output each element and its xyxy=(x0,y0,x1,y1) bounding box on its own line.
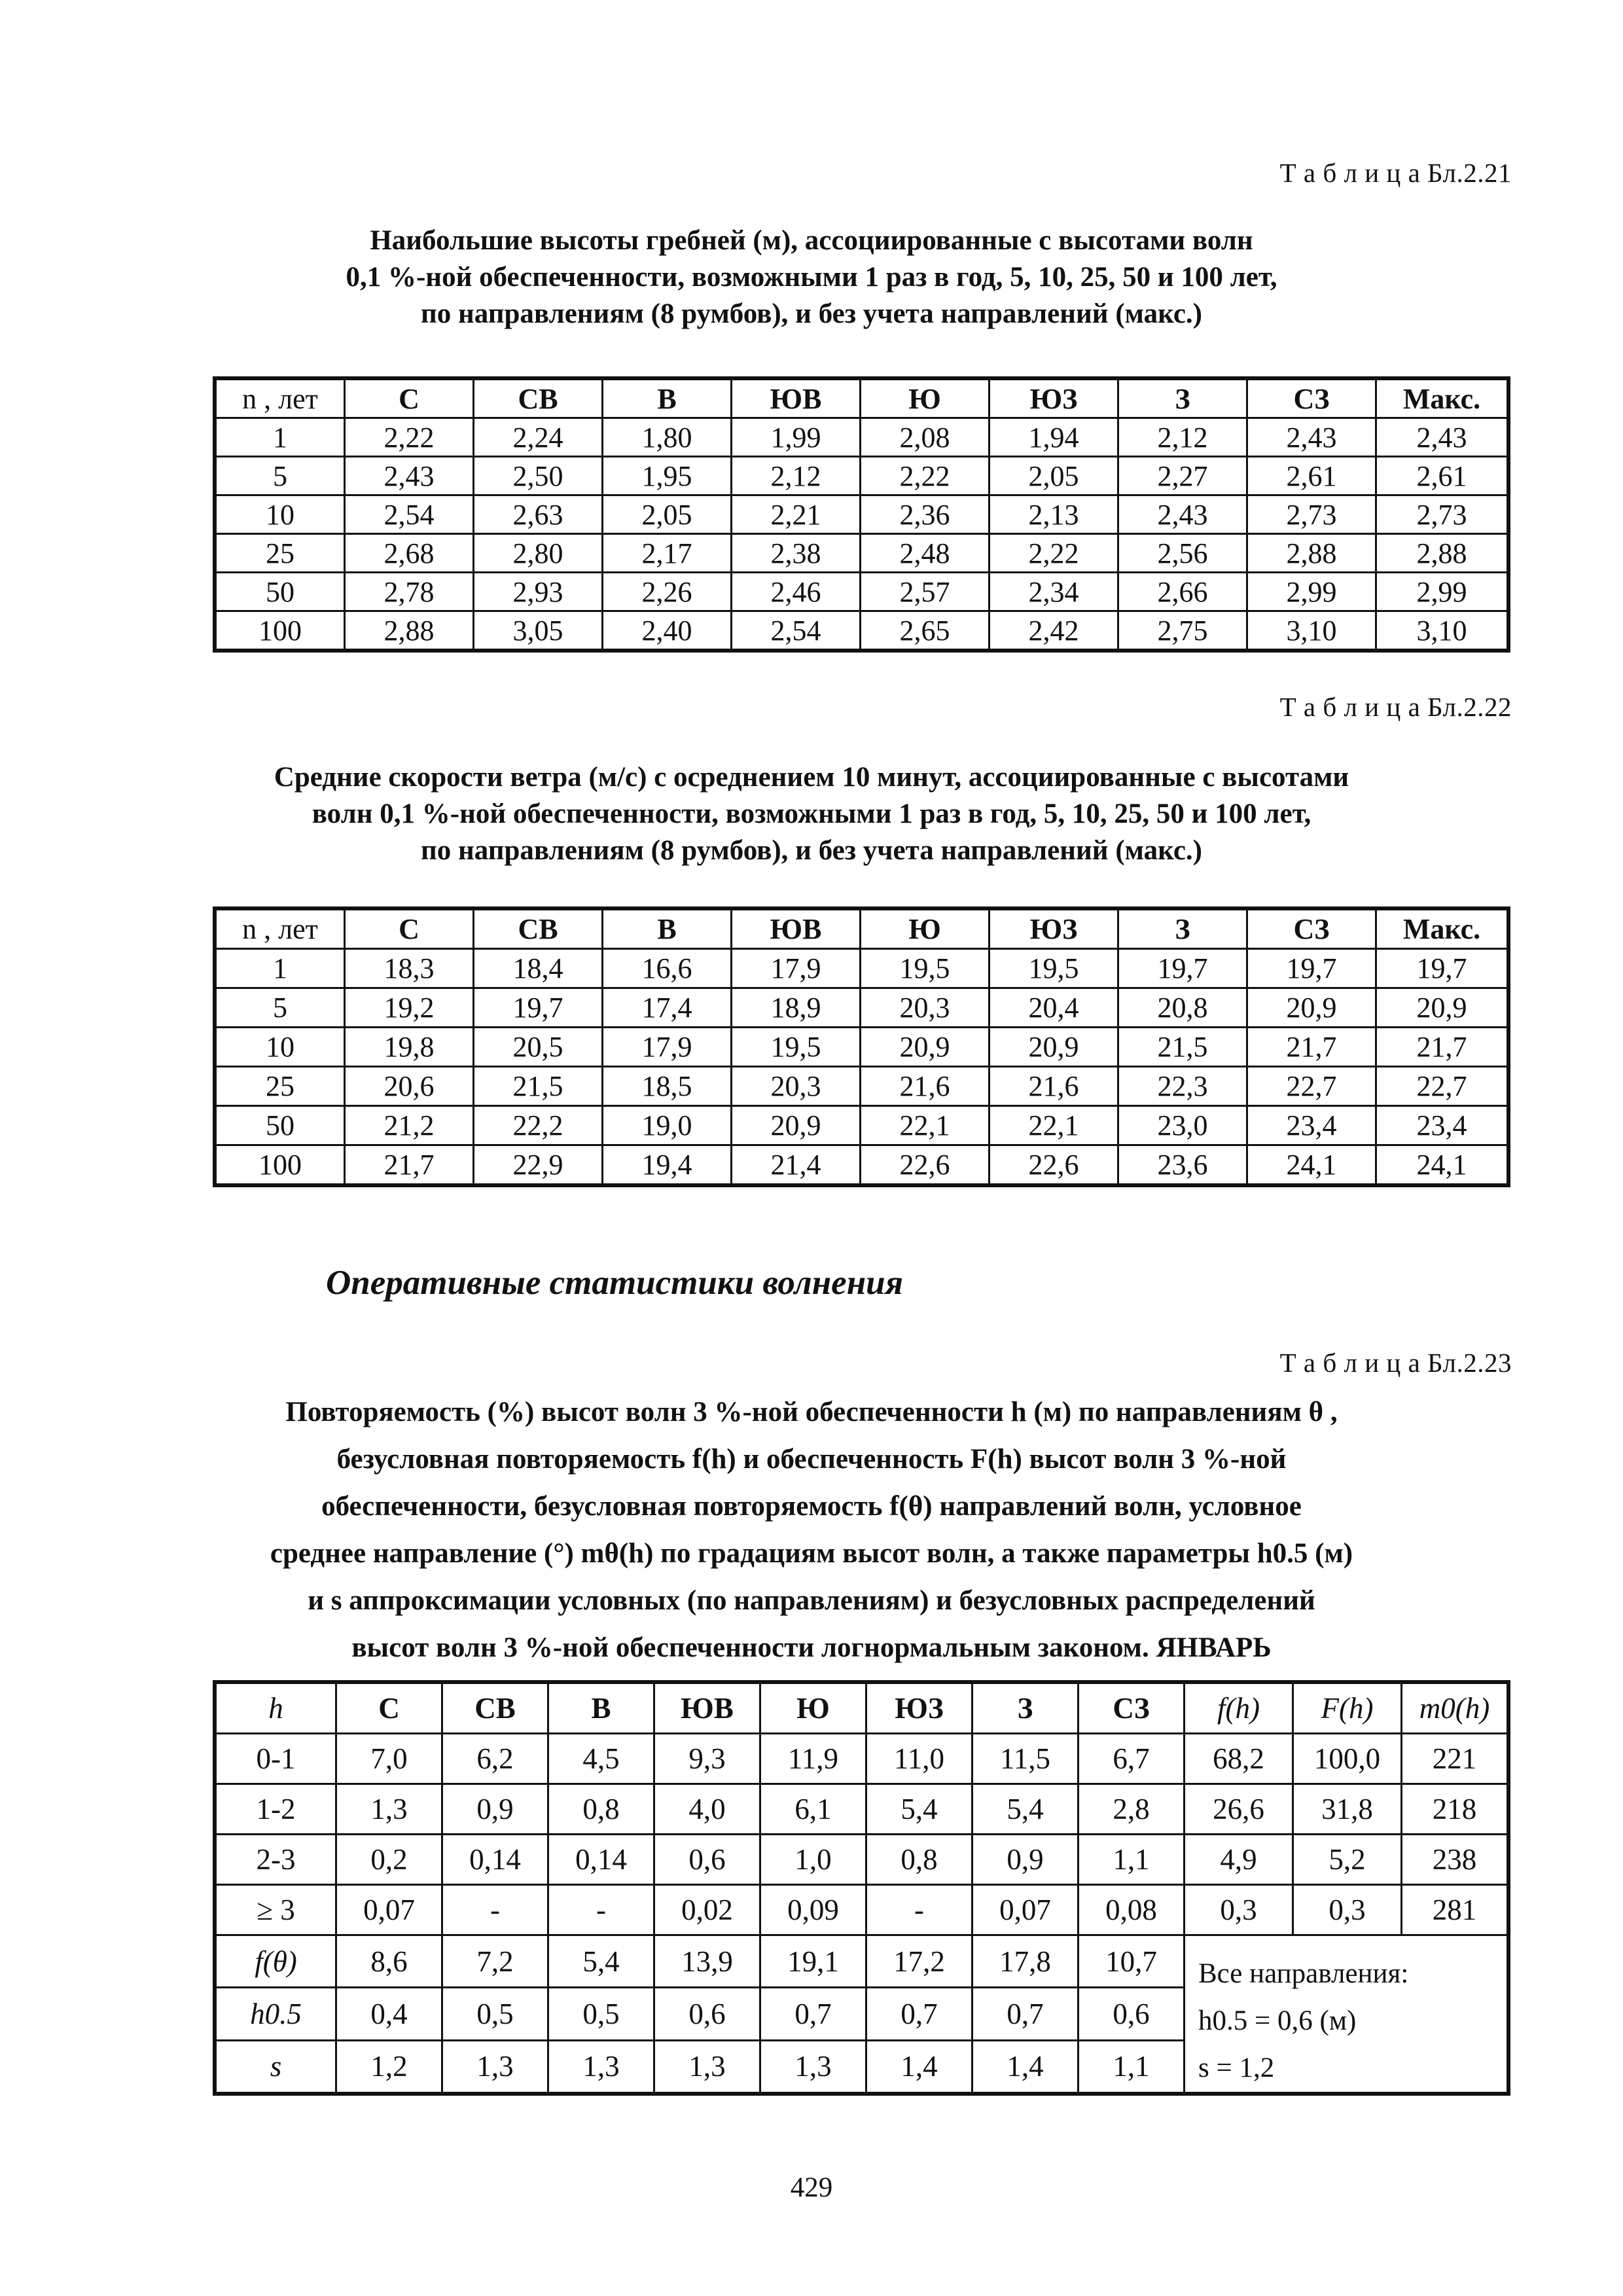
table-row xyxy=(216,1106,1508,1145)
table-cell: 2,26 xyxy=(603,573,732,611)
table-cell: 5,4 xyxy=(972,1784,1079,1835)
table-cell: 0,5 xyxy=(548,1988,654,2040)
table-cell: 2,8 xyxy=(1079,1784,1185,1835)
table-cell: 18,4 xyxy=(474,949,603,988)
table-cell: 20,9 xyxy=(1247,988,1376,1028)
row-header-cell: 1 xyxy=(216,418,345,457)
table-cell: 2,13 xyxy=(990,495,1118,534)
heading-line: по направлениям (8 румбов), и без учета направлений (макс.) xyxy=(420,298,1202,329)
table-cell: 20,9 xyxy=(990,1028,1118,1067)
row-header-cell: 5 xyxy=(216,457,345,495)
table-row xyxy=(216,1835,1508,1885)
table-cell: 0,9 xyxy=(442,1784,548,1835)
table-cell: 2,80 xyxy=(474,534,603,573)
table-cell: 19,7 xyxy=(1118,949,1247,988)
data-table xyxy=(215,1682,1508,2094)
column-header: СЗ xyxy=(1079,1683,1185,1734)
table-cell: 2,12 xyxy=(732,457,861,495)
table-cell: 2,38 xyxy=(732,534,861,573)
table-cell: 2,93 xyxy=(474,573,603,611)
heading-line: 0,1 %-ной обеспеченности, возможными 1 раз в год, 5, 10, 25, 50 и 100 лет, xyxy=(346,262,1277,293)
column-header: В xyxy=(603,910,732,949)
row-header-cell: 25 xyxy=(216,1067,345,1106)
table-cell: 19,7 xyxy=(1247,949,1376,988)
table-cell: 22,7 xyxy=(1376,1067,1508,1106)
table-cell: 23,0 xyxy=(1118,1106,1247,1145)
table-cell: 19,0 xyxy=(603,1106,732,1145)
table-cell: 11,0 xyxy=(866,1734,972,1784)
table-cell: 23,4 xyxy=(1247,1106,1376,1145)
heading-line: волн 0,1 %-ной обеспеченности, возможными 1 раз в год, 5, 10, 25, 50 и 100 лет, xyxy=(312,798,1311,829)
column-header: СЗ xyxy=(1247,380,1376,418)
table-cell: 2,57 xyxy=(861,573,990,611)
column-header-years: n , лет xyxy=(216,910,345,949)
table-row xyxy=(216,988,1508,1028)
heading-line: высот волн 3 %-ной обеспеченности логнормальным законом. ЯНВАРЬ xyxy=(351,1632,1272,1663)
table-row xyxy=(216,1885,1508,1935)
heading-line: безусловная повторяемость f(h) и обеспеченность F(h) высот волн 3 %-ной xyxy=(336,1444,1287,1475)
table-cell: 22,7 xyxy=(1247,1067,1376,1106)
table-cell: 1,3 xyxy=(654,2040,760,2092)
table-cell: 2,48 xyxy=(861,534,990,573)
column-header: m0(h) xyxy=(1402,1683,1508,1734)
table-cell: 20,3 xyxy=(861,988,990,1028)
table-cell: 2,65 xyxy=(861,611,990,650)
column-header: Ю xyxy=(861,380,990,418)
table-cell: 0,6 xyxy=(654,1988,760,2040)
table-cell: - xyxy=(866,1885,972,1935)
table-row xyxy=(216,611,1508,650)
data-table xyxy=(215,378,1508,651)
table-cell: 23,4 xyxy=(1376,1106,1508,1145)
table-cell: 2,75 xyxy=(1118,611,1247,650)
column-header: Макс. xyxy=(1376,910,1508,949)
table-cell: 0,3 xyxy=(1185,1885,1293,1935)
row-header-cell: 50 xyxy=(216,1106,345,1145)
row-header-cell: 10 xyxy=(216,1028,345,1067)
column-header-years: n , лет xyxy=(216,380,345,418)
table-cell: 20,9 xyxy=(732,1106,861,1145)
table-cell: 1,94 xyxy=(990,418,1118,457)
table-cell: 238 xyxy=(1402,1835,1508,1885)
table-cell: 0,07 xyxy=(972,1885,1079,1935)
table-cell: 20,4 xyxy=(990,988,1118,1028)
table-cell: 4,5 xyxy=(548,1734,654,1784)
table-cell: 21,5 xyxy=(474,1067,603,1106)
table-cell: 4,9 xyxy=(1185,1835,1293,1885)
table-cell: 31,8 xyxy=(1293,1784,1402,1835)
table-cell: 22,1 xyxy=(990,1106,1118,1145)
table-cell: 22,6 xyxy=(861,1145,990,1185)
table-cell: 2,17 xyxy=(603,534,732,573)
table-cell: 20,9 xyxy=(861,1028,990,1067)
table-cell: 1,0 xyxy=(760,1835,866,1885)
table-cell: 10,7 xyxy=(1079,1935,1185,1988)
table-cell: 22,3 xyxy=(1118,1067,1247,1106)
table-row xyxy=(216,1145,1508,1185)
table-row xyxy=(216,573,1508,611)
row-header-cell: ≥ 3 xyxy=(216,1885,336,1935)
table-cell: 2,08 xyxy=(861,418,990,457)
table-cell: 0,08 xyxy=(1079,1885,1185,1935)
table-cell: 0,07 xyxy=(336,1885,442,1935)
table-cell: 0,7 xyxy=(972,1988,1079,2040)
column-header: С xyxy=(336,1683,442,1734)
table-cell: 1,1 xyxy=(1079,1835,1185,1885)
table-cell: 2,42 xyxy=(990,611,1118,650)
table-cell: 2,43 xyxy=(345,457,474,495)
table-cell: 0,14 xyxy=(548,1835,654,1885)
table-cell: 4,0 xyxy=(654,1784,760,1835)
table-row xyxy=(216,1784,1508,1835)
table-cell: 19,5 xyxy=(990,949,1118,988)
column-header: Ю xyxy=(760,1683,866,1734)
table-cell: 218 xyxy=(1402,1784,1508,1835)
table-cell: 21,2 xyxy=(345,1106,474,1145)
table-cell: 16,6 xyxy=(603,949,732,988)
table-cell: 17,8 xyxy=(972,1935,1079,1988)
column-header: ЮЗ xyxy=(990,910,1118,949)
table-cell: 2,61 xyxy=(1247,457,1376,495)
table-row xyxy=(216,949,1508,988)
table-cell: 19,4 xyxy=(603,1145,732,1185)
column-header: З xyxy=(1118,910,1247,949)
table-cell: 19,5 xyxy=(861,949,990,988)
table-cell: 3,05 xyxy=(474,611,603,650)
table-row xyxy=(216,495,1508,534)
row-header-cell: 1-2 xyxy=(216,1784,336,1835)
table-cell: 2,73 xyxy=(1247,495,1376,534)
table-cell: 22,9 xyxy=(474,1145,603,1185)
table-cell: 2,46 xyxy=(732,573,861,611)
table-cell: 1,1 xyxy=(1079,2040,1185,2092)
section-title: Оперативные статистики волнения xyxy=(326,1264,903,1302)
table-cell: 20,6 xyxy=(345,1067,474,1106)
table-cell: 1,95 xyxy=(603,457,732,495)
row-header-cell: 2-3 xyxy=(216,1835,336,1885)
heading-line: обеспеченности, безусловная повторяемость f(θ) направлений волн, условное xyxy=(321,1491,1302,1522)
table-cell: 19,2 xyxy=(345,988,474,1028)
table-cell: 3,10 xyxy=(1247,611,1376,650)
table-cell: 20,9 xyxy=(1376,988,1508,1028)
table-cell: 1,4 xyxy=(972,2040,1079,2092)
table-cell: 21,5 xyxy=(1118,1028,1247,1067)
table-cell: 2,88 xyxy=(1376,534,1508,573)
table-cell: 1,80 xyxy=(603,418,732,457)
column-header: СВ xyxy=(474,380,603,418)
column-header: З xyxy=(972,1683,1079,1734)
table-row xyxy=(216,418,1508,457)
heading-line: и s аппроксимации условных (по направлениям) и безусловных распределений xyxy=(308,1585,1315,1616)
row-header-cell: 10 xyxy=(216,495,345,534)
table-cell: 5,4 xyxy=(548,1935,654,1988)
table-cell: 2,88 xyxy=(345,611,474,650)
table-cell: 0,8 xyxy=(866,1835,972,1885)
column-header: Макс. xyxy=(1376,380,1508,418)
table-cell: 2,61 xyxy=(1376,457,1508,495)
table-cell: 2,05 xyxy=(990,457,1118,495)
page-number: 429 xyxy=(790,2172,833,2203)
table-label: Т а б л и ц а Бл.2.23 xyxy=(1279,1348,1512,1378)
parameter-label: h0.5 xyxy=(216,1988,336,2040)
table-cell: 1,4 xyxy=(866,2040,972,2092)
table-row xyxy=(216,1734,1508,1784)
table-cell: 2,24 xyxy=(474,418,603,457)
table-cell: 2,22 xyxy=(861,457,990,495)
all-directions-summary xyxy=(1185,1935,1508,2093)
table-cell: 2,78 xyxy=(345,573,474,611)
table-row xyxy=(216,534,1508,573)
table-cell: 19,5 xyxy=(732,1028,861,1067)
table-cell: 7,2 xyxy=(442,1935,548,1988)
table-cell: 0,3 xyxy=(1293,1885,1402,1935)
table-cell: 8,6 xyxy=(336,1935,442,1988)
table-cell: 17,2 xyxy=(866,1935,972,1988)
table-cell: 6,7 xyxy=(1079,1734,1185,1784)
table-cell: 0,09 xyxy=(760,1885,866,1935)
table-cell: 18,3 xyxy=(345,949,474,988)
column-header: h xyxy=(216,1683,336,1734)
data-table xyxy=(215,908,1508,1185)
table-cell: 5,2 xyxy=(1293,1835,1402,1885)
table-row xyxy=(216,457,1508,495)
table-cell: 1,3 xyxy=(760,2040,866,2092)
table-cell: 2,56 xyxy=(1118,534,1247,573)
table-cell: 2,36 xyxy=(861,495,990,534)
table-cell: 2,05 xyxy=(603,495,732,534)
table-heading xyxy=(196,1389,1427,1672)
parameter-label: f(θ) xyxy=(216,1935,336,1988)
row-header-cell: 5 xyxy=(216,988,345,1028)
column-header: СВ xyxy=(442,1683,548,1734)
table-cell: 6,2 xyxy=(442,1734,548,1784)
table-cell: 9,3 xyxy=(654,1734,760,1784)
column-header: З xyxy=(1118,380,1247,418)
column-header: С xyxy=(345,910,474,949)
table-cell: 2,54 xyxy=(345,495,474,534)
table-cell: 3,10 xyxy=(1376,611,1508,650)
heading-line: среднее направление (°) mθ(h) по градациям высот волн, а также параметры h0.5 (м) xyxy=(270,1538,1353,1569)
table-cell: 2,66 xyxy=(1118,573,1247,611)
table-cell: 26,6 xyxy=(1185,1784,1293,1835)
table-cell: 2,50 xyxy=(474,457,603,495)
table-cell: 0,14 xyxy=(442,1835,548,1885)
table-cell: 0,2 xyxy=(336,1835,442,1885)
column-header: F(h) xyxy=(1293,1683,1402,1734)
table-row xyxy=(216,1028,1508,1067)
table-cell: 17,9 xyxy=(732,949,861,988)
table-cell: 221 xyxy=(1402,1734,1508,1784)
table-cell: 18,9 xyxy=(732,988,861,1028)
heading-line: Средние скорости ветра (м/с) с осреднением 10 минут, ассоциированные с высотами xyxy=(274,762,1349,793)
row-header-cell: 25 xyxy=(216,534,345,573)
table-cell: 2,22 xyxy=(345,418,474,457)
parameter-row xyxy=(216,1935,1508,1988)
row-header-cell: 1 xyxy=(216,949,345,988)
table-cell: 2,43 xyxy=(1118,495,1247,534)
table-cell: 2,34 xyxy=(990,573,1118,611)
table-cell: 2,54 xyxy=(732,611,861,650)
table-cell: 2,12 xyxy=(1118,418,1247,457)
table-cell: 0,5 xyxy=(442,1988,548,2040)
table-cell: 17,9 xyxy=(603,1028,732,1067)
column-header: СЗ xyxy=(1247,910,1376,949)
column-header: Ю xyxy=(861,910,990,949)
table-cell: 2,21 xyxy=(732,495,861,534)
column-header: СВ xyxy=(474,910,603,949)
table-cell: 0,4 xyxy=(336,1988,442,2040)
table-cell: 22,1 xyxy=(861,1106,990,1145)
column-header: f(h) xyxy=(1185,1683,1293,1734)
column-header: ЮВ xyxy=(732,380,861,418)
table-cell: 21,6 xyxy=(990,1067,1118,1106)
parameter-label: s xyxy=(216,2040,336,2092)
table-cell: 7,0 xyxy=(336,1734,442,1784)
table-cell: 11,9 xyxy=(760,1734,866,1784)
row-header-cell: 100 xyxy=(216,611,345,650)
table-cell: 281 xyxy=(1402,1885,1508,1935)
table-cell: 0,7 xyxy=(760,1988,866,2040)
table-cell: 2,88 xyxy=(1247,534,1376,573)
table-cell: 2,68 xyxy=(345,534,474,573)
table-cell: 2,99 xyxy=(1247,573,1376,611)
table-cell: 0,9 xyxy=(972,1835,1079,1885)
table-cell: 2,99 xyxy=(1376,573,1508,611)
table-cell: 0,02 xyxy=(654,1885,760,1935)
table-cell: - xyxy=(442,1885,548,1935)
column-header: В xyxy=(548,1683,654,1734)
table-cell: 2,40 xyxy=(603,611,732,650)
table-cell: 20,8 xyxy=(1118,988,1247,1028)
summary-h05: h0.5 = 0,6 (м) xyxy=(1198,2005,1357,2036)
table-cell: 2,27 xyxy=(1118,457,1247,495)
table-cell: 2,22 xyxy=(990,534,1118,573)
table-cell: 0,6 xyxy=(654,1835,760,1885)
table-cell: 21,7 xyxy=(345,1145,474,1185)
table-cell: 23,6 xyxy=(1118,1145,1247,1185)
table-heading xyxy=(196,223,1427,332)
summary-s: s = 1,2 xyxy=(1198,2053,1275,2083)
table-cell: - xyxy=(548,1885,654,1935)
table-cell: 2,63 xyxy=(474,495,603,534)
column-header: В xyxy=(603,380,732,418)
table-cell: 22,2 xyxy=(474,1106,603,1145)
column-header: ЮЗ xyxy=(990,380,1118,418)
table-cell: 1,3 xyxy=(442,2040,548,2092)
table-cell: 24,1 xyxy=(1247,1145,1376,1185)
table-cell: 24,1 xyxy=(1376,1145,1508,1185)
table-cell: 19,1 xyxy=(760,1935,866,1988)
heading-line: Наибольшие высоты гребней (м), ассоциированные с высотами волн xyxy=(370,225,1253,256)
table-cell: 21,7 xyxy=(1376,1028,1508,1067)
heading-line: Повторяемость (%) высот волн 3 %-ной обеспеченности h (м) по направлениям θ , xyxy=(285,1397,1338,1427)
table-cell: 13,9 xyxy=(654,1935,760,1988)
summary-title: Все направления: xyxy=(1198,1958,1409,1989)
table-cell: 6,1 xyxy=(760,1784,866,1835)
table-cell: 17,4 xyxy=(603,988,732,1028)
table-cell: 1,99 xyxy=(732,418,861,457)
table-cell: 11,5 xyxy=(972,1734,1079,1784)
table-cell: 0,6 xyxy=(1079,1988,1185,2040)
table-cell: 19,8 xyxy=(345,1028,474,1067)
row-header-cell: 100 xyxy=(216,1145,345,1185)
table-cell: 20,3 xyxy=(732,1067,861,1106)
table-cell: 21,4 xyxy=(732,1145,861,1185)
table-cell: 1,3 xyxy=(548,2040,654,2092)
table-cell: 21,6 xyxy=(861,1067,990,1106)
column-header: ЮЗ xyxy=(866,1683,972,1734)
table-label: Т а б л и ц а Бл.2.22 xyxy=(1279,692,1512,722)
table-cell: 2,43 xyxy=(1247,418,1376,457)
table-cell: 22,6 xyxy=(990,1145,1118,1185)
table-cell: 100,0 xyxy=(1293,1734,1402,1784)
table-cell: 68,2 xyxy=(1185,1734,1293,1784)
table-label: Т а б л и ц а Бл.2.21 xyxy=(1279,158,1512,188)
column-header: С xyxy=(345,380,474,418)
table-cell: 1,2 xyxy=(336,2040,442,2092)
column-header: ЮВ xyxy=(654,1683,760,1734)
table-cell: 18,5 xyxy=(603,1067,732,1106)
column-header: ЮВ xyxy=(732,910,861,949)
table-cell: 0,7 xyxy=(866,1988,972,2040)
table-cell: 5,4 xyxy=(866,1784,972,1835)
table-cell: 1,3 xyxy=(336,1784,442,1835)
table-row xyxy=(216,1067,1508,1106)
table-heading xyxy=(196,759,1427,869)
table-cell: 20,5 xyxy=(474,1028,603,1067)
table-cell: 21,7 xyxy=(1247,1028,1376,1067)
row-header-cell: 0-1 xyxy=(216,1734,336,1784)
table-cell: 19,7 xyxy=(1376,949,1508,988)
table-cell: 19,7 xyxy=(474,988,603,1028)
table-cell: 2,73 xyxy=(1376,495,1508,534)
table-cell: 2,43 xyxy=(1376,418,1508,457)
heading-line: по направлениям (8 румбов), и без учета направлений (макс.) xyxy=(420,835,1202,866)
row-header-cell: 50 xyxy=(216,573,345,611)
table-cell: 0,8 xyxy=(548,1784,654,1835)
